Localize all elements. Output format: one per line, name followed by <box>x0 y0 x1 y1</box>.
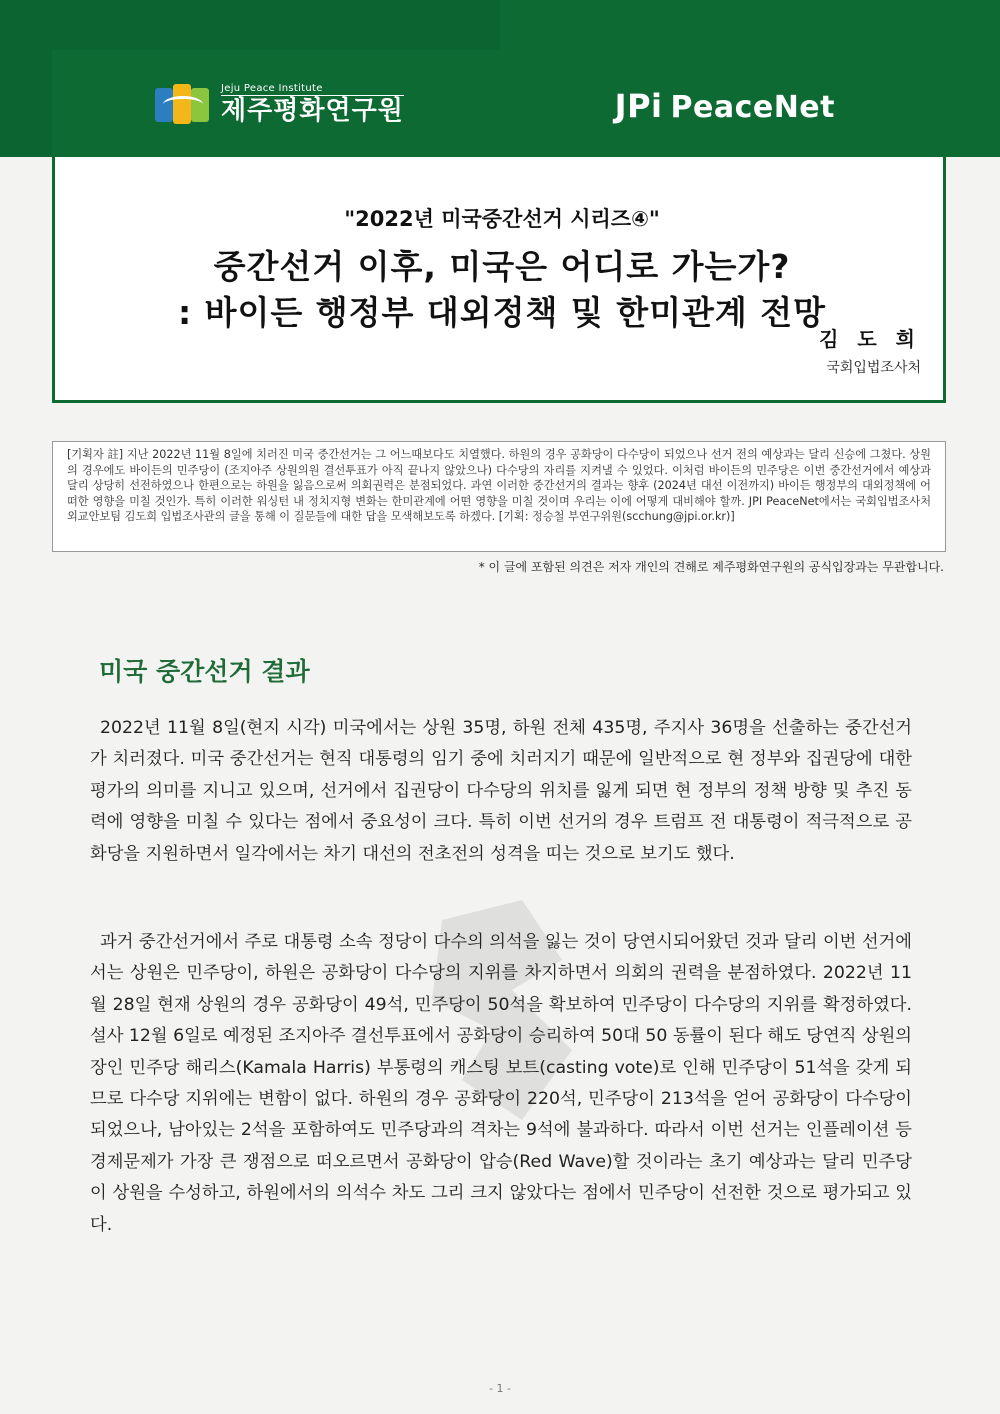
body-paragraph-1: 2022년 11월 8일(현지 시각) 미국에서는 상원 35명, 하원 전체 435명, 주지사 36명을 선출하는 중간선거가 치러졌다. 미국 중간선거는 현직 대통령의 임기 중에 치러지기 때문에 일반적으로 현 정부와 집권당에 대한 평가의 의미를 지니고 있으며, 선거에서 집권당이 다수당의 위치를 잃게 되면 현 정부의 정책 방향 및 추진 동력에 영향을 미칠 수 있다는 점에서 중요성이 크다. 특히 이번 선거의 경우 트럼프 전 대통령이 적극적으로 공화당을 지원하면서 일각에서는 차기 대선의 전초전의 성격을 띠는 것으로 보기도 했다. <box>90 718 912 864</box>
main-title: 중간선거 이후, 미국은 어디로 가는가? <box>213 247 791 286</box>
author-affiliation: 국회입법조사처 <box>826 360 921 376</box>
institute-emblem-icon <box>155 82 211 126</box>
logo-english-name: Jeju Peace Institute <box>221 83 404 96</box>
disclaimer: * 이 글에 포함된 의견은 저자 개인의 견해로 제주평화연구원의 공식입장과는 무관합니다. <box>478 560 944 574</box>
series-label: "2022년 미국중간선거 시리즈④" <box>344 207 660 231</box>
subtitle: : 바이든 행정부 대외정책 및 한미관계 전망 <box>177 293 827 332</box>
jpi-mark: JPi <box>614 87 663 125</box>
title-frame <box>52 50 946 403</box>
logo-text <box>221 83 404 126</box>
peacenet-logo <box>615 87 835 125</box>
page-number: - 1 - <box>489 1382 511 1395</box>
section-title: 미국 중간선거 결과 <box>99 657 310 686</box>
logo-korean-name: 제주평화연구원 <box>221 95 404 126</box>
jeju-peace-institute-logo <box>155 79 404 129</box>
peacenet-name: PeaceNet <box>670 90 835 125</box>
planning-note-box <box>52 441 946 552</box>
planning-note-text: [기획자 註] 지난 2022년 11월 8일에 치러진 미국 중간선거는 그 어느때보다도 치열했다. 하원의 경우 공화당이 다수당이 되었으나 선거 전의 예상과는 달리 신승에 그쳤다. 상원의 경우에도 바이든의 민주당이 (조지아주 상원의원 결선투표가 아직 끝나지 않았으나) 다수당의 자리를 지켜낼 수 있었다. 이처럼 바이든의 민주당은 이번 중간선거에서 예상과 달리 상당히 선전하였으나 한편으로는 하원을 잃음으로써 의회권력은 분점되었다. 과연 이러한 중간선거의 결과는 향후 (2024년 대선 이전까지) 바이든 행정부의 대외정책에 어떠한 영향을 미칠 것인가. 특히 이러한 워싱턴 내 정치지형 변화는 한미관계에 어떤 영향을 미칠 것이며 우리는 이에 어떻게 대비해야 할까. JPI PeaceNet에서는 국회입법조사처 외교안보팀 김도희 입법조사관의 글을 통해 이 질문들에 대한 답을 모색해보도록 하겠다. [기획: 정승철 부연구위원(scchung@jpi.or.kr)] <box>67 448 931 524</box>
frame-header <box>55 53 943 157</box>
author-name: 김 도 희 <box>819 327 921 351</box>
body-paragraph-2: 과거 중간선거에서 주로 대통령 소속 정당이 다수의 의석을 잃는 것이 당연시되어왔던 것과 달리 이번 선거에서는 상원은 민주당이, 하원은 공화당이 다수당의 지위를 차지하면서 의회의 권력을 분점하였다. 2022년 11월 28일 현재 상원의 경우 공화당이 49석, 민주당이 50석을 확보하여 민주당이 다수당의 지위를 확정하였다. 설사 12월 6일로 예정된 조지아주 결선투표에서 공화당이 승리하여 50대 50 동률이 된다 해도 당연직 상원의장인 민주당 해리스(Kamala Harris) 부통령의 캐스팅 보트(casting vote)로 인해 민주당이 51석을 갖게 되므로 다수당 지위에는 변함이 없다. 하원의 경우 공화당이 220석, 민주당이 213석을 얻어 공화당이 다수당이 되었으나, 남아있는 2석을 포함하여도 민주당과의 격차는 9석에 불과하다. 따라서 이번 선거는 인플레이션 등 경제문제가 가장 큰 쟁점으로 떠오르면서 공화당이 압승(Red Wave)할 것이라는 초기 예상과는 달리 민주당이 상원을 수성하고, 하원에서의 의석수 차도 그리 크지 않았다는 점에서 민주당이 선전한 것으로 평가되고 있다. <box>90 932 912 1235</box>
